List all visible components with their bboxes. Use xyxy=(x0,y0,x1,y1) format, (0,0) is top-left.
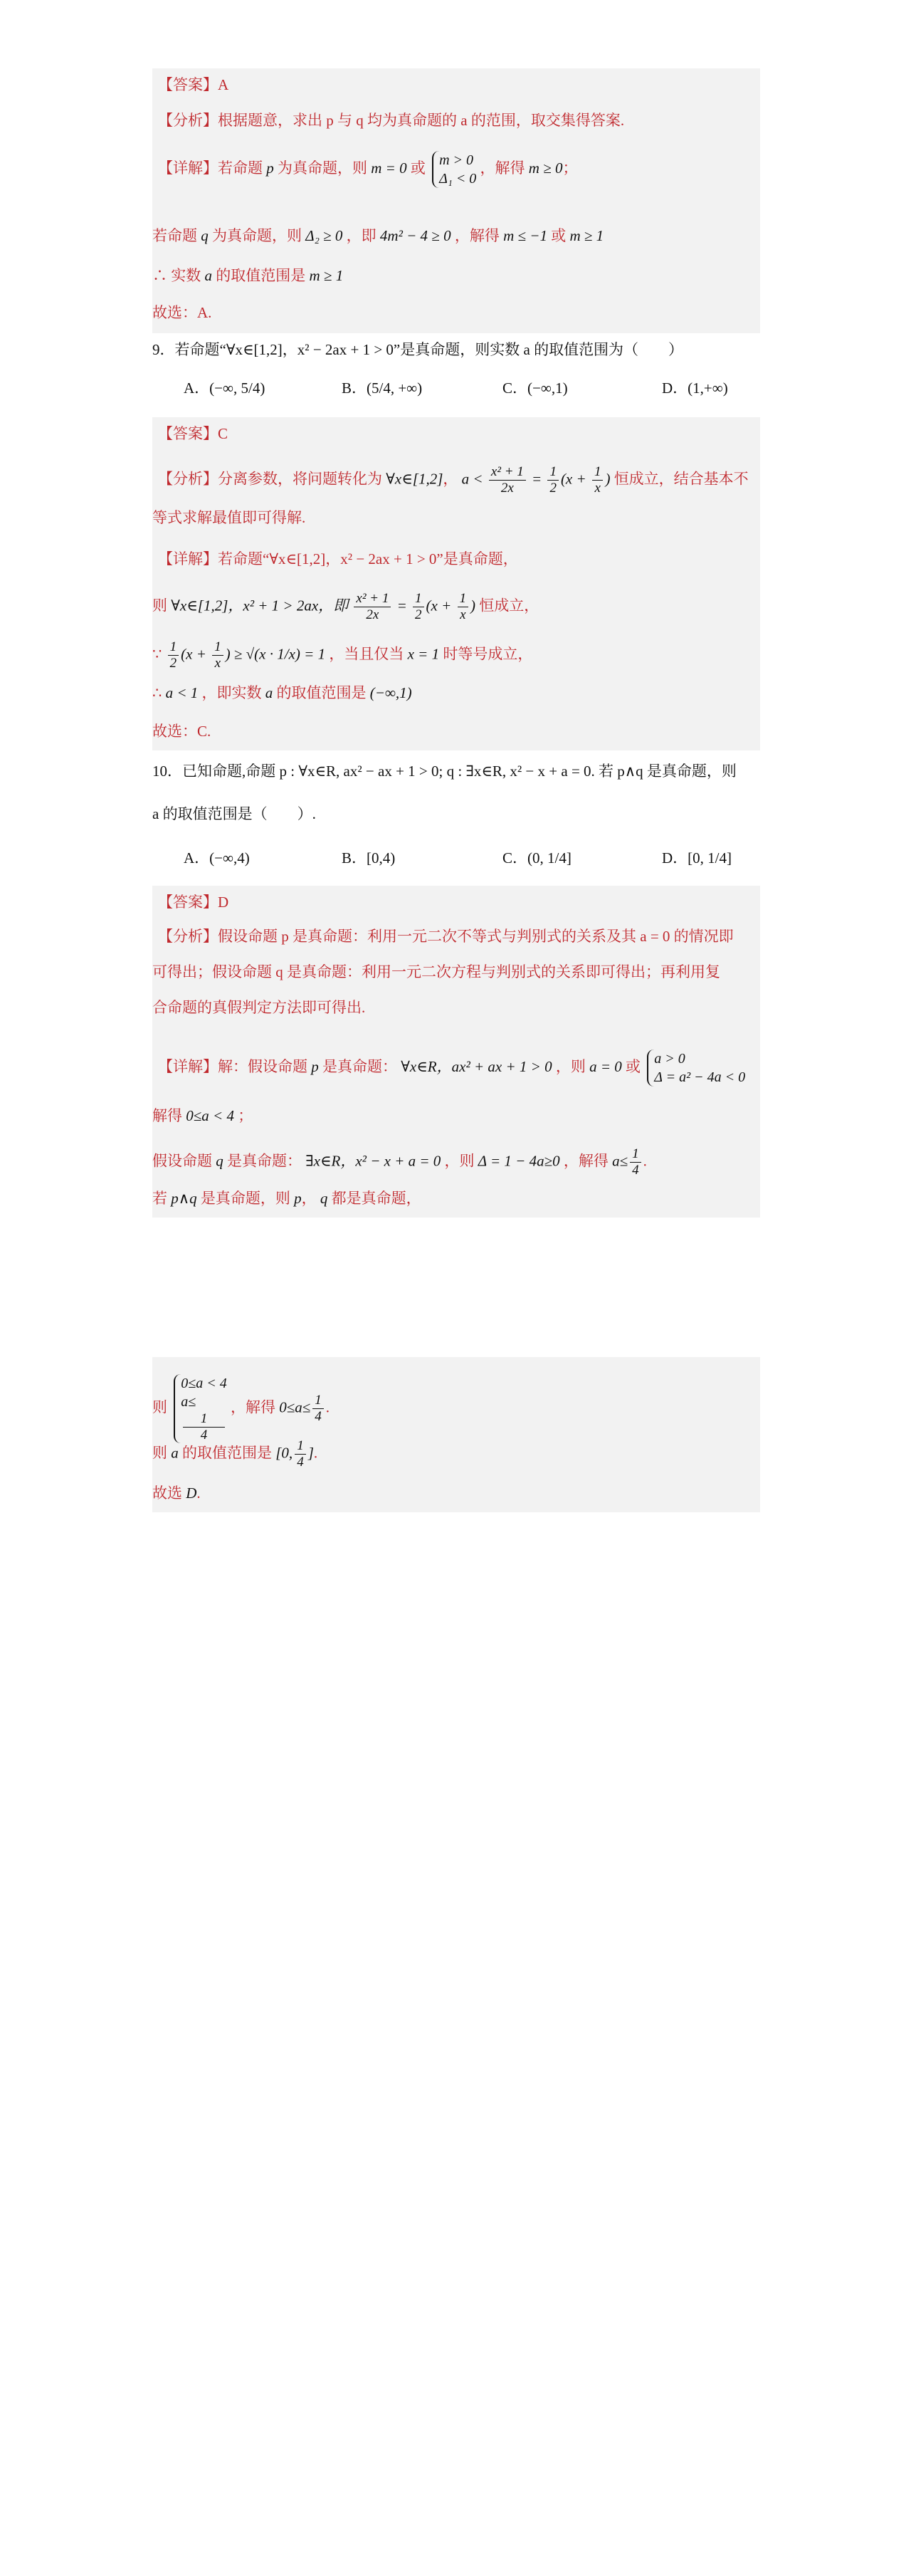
range-line: 则 a 的取值范围是 [0, $\frac{1}{4}$ ]. xyxy=(152,1438,318,1470)
pq-line: 若 p∧q 是真命题，则 p， q 都是真命题， xyxy=(152,1190,421,1207)
detail-line-2: 则 ∀x∈[1,2]，x² + 1 > 2ax，即 $\frac{\text{x² + 1}}{2x}$ = $\frac{1}{2}$ (x + $\frac{1}{x}$ ) 恒成立， xyxy=(152,591,539,622)
answer-label: 【答案】D xyxy=(158,894,229,911)
choose-line: 故选 D. xyxy=(152,1485,201,1502)
question-10-stem-1: 10．已知命题,命题 p : ∀x∈R, ax² − ax + 1 > 0; q : ∃x∈R, x² − x + a = 0. 若 p∧q 是真命题，则 xyxy=(152,763,737,780)
answer-label: 【答案】C xyxy=(158,425,228,442)
q-line: 假设命题 q 是真命题： ∃x∈R，x² − x + a = 0 ，则 Δ = 1 − 4a≥0 ，解得 a≤ $\frac{1}{4}$ . xyxy=(152,1146,647,1178)
question-10-stem-2: a 的取值范围是（ ）. xyxy=(152,805,316,822)
q10-option-b: B．[0,4) xyxy=(342,849,396,866)
answer-label: 【答案】A xyxy=(158,76,229,93)
choose-line: 故选：A. xyxy=(152,304,212,321)
solve-line: 解得 0≤a < 4 ； xyxy=(152,1107,253,1124)
q10-option-c: C．(0, 1/4] xyxy=(502,849,572,866)
analysis-line-3: 合命题的真假判定方法即可得出. xyxy=(152,999,366,1016)
therefore-line: ∴ 实数 a 的取值范围是 m ≥ 1 xyxy=(152,267,344,284)
q10-option-d: D．[0, 1/4] xyxy=(662,849,732,866)
q9-option-a: A．(−∞, 5/4) xyxy=(184,379,265,397)
question-9-stem: 9．若命题“∀x∈[1,2]，x² − 2ax + 1 > 0”是真命题，则实数 a 的取值范围为（ ） xyxy=(152,341,684,358)
analysis-line-2: 可得出；假设命题 q 是真命题：利用一元二次方程与判别式的关系即可得出；再利用复 xyxy=(152,963,720,980)
q9-option-d: D．(1,+∞) xyxy=(662,379,728,397)
analysis-line-2: 等式求解最值即可得解. xyxy=(152,509,306,526)
detail-line-3: ∵ $\frac{1}{2}$ (x + $\frac{1}{x}$ ) ≥ √(x · 1/x) = 1 ，当且仅当 x = 1 时等号成立， xyxy=(152,639,533,671)
q9-option-b: B．(5/4, +∞) xyxy=(342,379,423,397)
choose-line: 故选：C. xyxy=(152,723,211,740)
detail-line-4: ∴ a < 1 ，即实数 a 的取值范围是 (−∞,1) xyxy=(152,684,412,701)
q9-option-c: C．(−∞,1) xyxy=(502,379,568,397)
system-line: 则 0≤a < 4 a≤ 1 4 ，解得 0≤a≤ $\frac{1}{4}$ . xyxy=(152,1376,330,1443)
analysis-text: 【分析】根据题意，求出 p 与 q 均为真命题的 a 的范围，取交集得答案. xyxy=(158,112,625,129)
detail-line-1: 【详解】若命题“∀x∈[1,2]，x² − 2ax + 1 > 0”是真命题， xyxy=(158,550,518,567)
q-line: 若命题 q 为真命题，则 Δ₂ ≥ 0 ，即 4m² − 4 ≥ 0 ，解得 m ≤ −1 或 m ≥ 1 xyxy=(152,227,604,244)
analysis-line-1: 【分析】分离参数，将问题转化为 ∀x∈[1,2]， a < $\frac{\text{x² + 1}}{2x}$ = $\frac{1}{2}$ (x + $\frac{1}{x}$ ) 恒成立，结合基本不 xyxy=(158,464,749,496)
detail-line: 【详解】若命题 p 为真命题，则 m = 0 或 m > 0 Δ₁ < 0 ，解得 m ≥ 0； xyxy=(158,152,578,187)
detail-line-1: 【详解】解：假设命题 p 是真命题： ∀x∈R，ax² + ax + 1 > 0 ，则 a = 0 或 a > 0 Δ = a² − 4a < 0 xyxy=(158,1051,746,1085)
q10-option-a: A．(−∞,4) xyxy=(184,849,250,866)
solution-block-8 xyxy=(152,68,760,333)
analysis-line-1: 【分析】假设命题 p 是真命题：利用一元二次不等式与判别式的关系及其 a = 0 的情况即 xyxy=(158,928,734,945)
